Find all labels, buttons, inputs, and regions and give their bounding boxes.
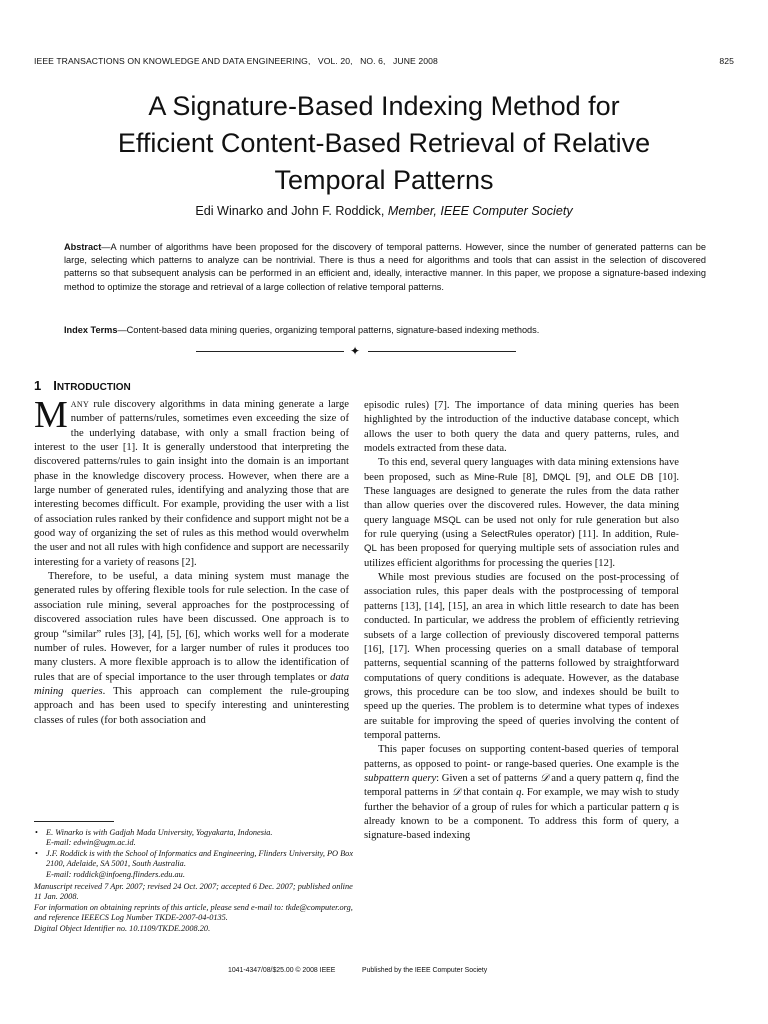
paragraph-text: [9], and bbox=[570, 471, 617, 483]
emphasis-text: data mining queries bbox=[34, 671, 349, 697]
paragraph-text: [10]. These languages are designed to generate the rules from the data rather than allow queries over the discovered rules. However, the data mining query language bbox=[364, 471, 679, 526]
footer-copyright: 1041-4347/08/$25.00 © 2008 IEEE bbox=[228, 967, 336, 974]
paragraph-text: is already known to be a component. To address this form of query, a signature-based indexing bbox=[364, 801, 679, 842]
reprint-info: For information on obtaining reprints of this article, please send e-mail to: tkde@computer.org, and reference IEEECS Log Number TKDE-2007-04-0135. bbox=[34, 902, 353, 923]
math-symbol: q bbox=[516, 787, 522, 799]
separator-ornament-icon: ✦ bbox=[350, 344, 361, 358]
abstract-label: Abstract bbox=[64, 242, 102, 252]
section-title-rest: NTRODUCTION bbox=[56, 382, 131, 393]
index-terms-dash: — bbox=[117, 325, 127, 335]
affiliation-email: E-mail: edwin@ugm.ac.id. bbox=[46, 838, 136, 848]
paragraph bbox=[364, 456, 679, 571]
paragraph-text: has been proposed for querying multiple sets of association rules and utilizes efficient algorithms for processing the queries [12]. bbox=[364, 543, 679, 569]
title-line: Efficient Content-Based Retrieval of Relative bbox=[117, 128, 651, 158]
language-name: MSQL bbox=[433, 514, 462, 526]
lead-in: ANY bbox=[70, 400, 90, 409]
paragraph-text: and a query pattern bbox=[548, 772, 636, 784]
paragraph-text: episodic rules) [7]. The importance of data mining queries has been highlighted by the introduction of the inductive database concept, which allows the user to both query the data and query patterns, rules, and models extracted from these data. bbox=[364, 400, 679, 455]
paragraph-text: rule discovery algorithms in data mining generate a large number of patterns/rules, sometimes even exceeding the size of the underlying database, with only a small fraction being of interest to the user [1]. It is generally understood that interpreting the discovered patterns/rules to gain insight into the domain is an important phase in the knowledge discovery process. However, when there are a large number of generated rules, identifying and analyzing those that are interesting becomes difficult. For example, providing the user with a list of association rules ranked by their confidence and support might not be a good way of organizing the set of rules as this method would overwhelm the user and not all rules with high confidence and support are necessarily interesting for a variety of reasons [2]. bbox=[34, 399, 349, 568]
manuscript-dates: Manuscript received 7 Apr. 2007; revised 24 Oct. 2007; accepted 6 Dec. 2007; published online 11 Jan. 2008. bbox=[34, 882, 353, 902]
doi: Digital Object Identifier no. 10.1109/TKDE.2008.20. bbox=[34, 923, 211, 933]
index-terms-label: Index Terms bbox=[64, 325, 118, 335]
paragraph-text: . For example, we may wish to study further the behavior of a group of rules for which a particular pattern bbox=[364, 787, 680, 813]
section-heading bbox=[34, 378, 131, 393]
abstract-text: A number of algorithms have been proposed for the discovery of temporal patterns. However, since the number of generated patterns can be large, selecting which patterns to analyze can be nontrivial. There is thus a need for algorithms and tools that can assist in the selection of discovered patterns so that subsequent analysis can be performed in an efficient and, ideally, interactive manner. In this paper, we propose a signature-based indexing method to optimize the storage and retrieval of a large collection of relative temporal patterns. bbox=[64, 242, 706, 292]
page-number: 825 bbox=[719, 56, 734, 66]
paragraph-text: can be used not only for rule generation but also for rule querying (using a bbox=[364, 514, 679, 541]
section-initial: I bbox=[53, 378, 57, 393]
affiliation-text: • J.F. Roddick is with the School of Informatics and Engineering, Flinders University, PO Box 2100, Adelaide, SA 5001, South Australia. bbox=[46, 848, 354, 869]
affiliation-email: E-mail: roddick@infoeng.flinders.edu.au. bbox=[46, 869, 185, 879]
abstract bbox=[64, 241, 706, 294]
paragraph-text: While most previous studies are focused on the post-processing of association rules, this paper deals with the postprocessing of temporal patterns [13], [14], [15], an area in which little research to date has been conducted. In particular, we address the problem of efficiently retrieving subsets of a large collection of previously discovered temporal patterns [16], [17]. When processing queries on a small database of temporal patterns, sequential scanning of the patterns followed by straightforward computations of query conditions is adequate. However, as the database grows, this procedure can be too slow, and indexes should be built to speed up the queries. The problem is to determine what types of indexes are suitable for improving the speed of queries involving the content of temporal patterns. bbox=[364, 572, 679, 741]
paragraph bbox=[364, 571, 679, 743]
journal-date: JUNE 2008 bbox=[393, 56, 438, 66]
index-terms-text: Content-based data mining queries, organizing temporal patterns, signature-based indexing methods. bbox=[126, 325, 540, 335]
index-terms bbox=[64, 324, 706, 337]
section-number: 1 bbox=[34, 378, 42, 393]
right-column bbox=[364, 399, 679, 844]
language-name: OLE DB bbox=[616, 471, 654, 483]
paragraph-text: : Given a set of patterns bbox=[436, 772, 541, 784]
math-symbol: q bbox=[635, 772, 641, 784]
author-affiliation: Member, IEEE Computer Society bbox=[387, 204, 573, 218]
section-separator bbox=[196, 343, 516, 359]
language-name: Rule-QL bbox=[364, 529, 679, 555]
paragraph bbox=[364, 399, 679, 456]
journal-name: IEEE TRANSACTIONS ON KNOWLEDGE AND DATA ENGINEERING, bbox=[34, 56, 311, 66]
language-name: Mine-Rule bbox=[473, 471, 518, 483]
operator-name: SelectRules bbox=[480, 529, 532, 541]
author-names: Edi Winarko and John F. Roddick, bbox=[195, 204, 385, 218]
math-symbol: 𝒟 bbox=[540, 772, 549, 784]
paragraph-text: operator) [11]. In addition, bbox=[532, 529, 657, 541]
affiliation-list bbox=[34, 828, 354, 880]
author-line bbox=[40, 204, 728, 218]
drop-cap: M bbox=[34, 394, 68, 436]
paragraph bbox=[34, 394, 349, 570]
paragraph-text: [8], bbox=[517, 471, 543, 483]
paragraph bbox=[34, 570, 349, 728]
paper-title bbox=[40, 88, 728, 199]
emphasis-text: subpattern query bbox=[364, 772, 437, 784]
paragraph-text: that contain bbox=[460, 787, 517, 799]
title-line: A Signature-Based Indexing Method for bbox=[148, 91, 620, 121]
paragraph-text: Therefore, to be useful, a data mining system must manage the generated rules by offering flexible tools for rule selection. In the case of association rule mining, several approaches for the postprocessing of discovered association rules have been discussed. One approach is to group “similar” rules [3], [4], [5], [6], which works well for a moderate number of rules. However, for a larger number of rules it produces too many clusters. A more flexible approach is to allow the identification of rules that are of special importance to the user through templates or bbox=[34, 571, 349, 683]
affiliation-item bbox=[34, 849, 354, 880]
running-head bbox=[34, 56, 734, 66]
math-symbol: q bbox=[663, 801, 669, 813]
abstract-dash: — bbox=[101, 242, 111, 252]
journal-number: NO. 6, bbox=[360, 56, 386, 66]
paragraph-text: This paper focuses on supporting content-based queries of temporal patterns, as opposed to point- or range-based queries. One example is the bbox=[364, 744, 679, 770]
title-line: Temporal Patterns bbox=[274, 165, 494, 195]
language-name: DMQL bbox=[542, 471, 571, 483]
footnote-rule bbox=[34, 821, 114, 822]
paragraph-text: . This approach can complement the rule-grouping approach and has been used to specify interesting and uninteresting classes of rules (for both association and bbox=[34, 685, 350, 726]
separator-rule-left bbox=[196, 351, 344, 352]
math-symbol: 𝒟 bbox=[451, 787, 461, 799]
footnotes bbox=[34, 828, 354, 934]
separator-rule-right bbox=[368, 351, 516, 352]
affiliation-item bbox=[34, 828, 354, 849]
footer-publisher: Published by the IEEE Computer Society bbox=[362, 967, 488, 974]
paragraph bbox=[364, 743, 679, 843]
affiliation-text: • E. Winarko is with Gadjah Mada University, Yogyakarta, Indonesia. bbox=[46, 828, 273, 837]
left-column bbox=[34, 394, 350, 728]
journal-volume: VOL. 20, bbox=[317, 56, 353, 66]
paragraph-text: To this end, several query languages with data mining extensions have been proposed, such as bbox=[364, 457, 679, 483]
paragraph-text: , find the temporal patterns in bbox=[364, 772, 679, 799]
